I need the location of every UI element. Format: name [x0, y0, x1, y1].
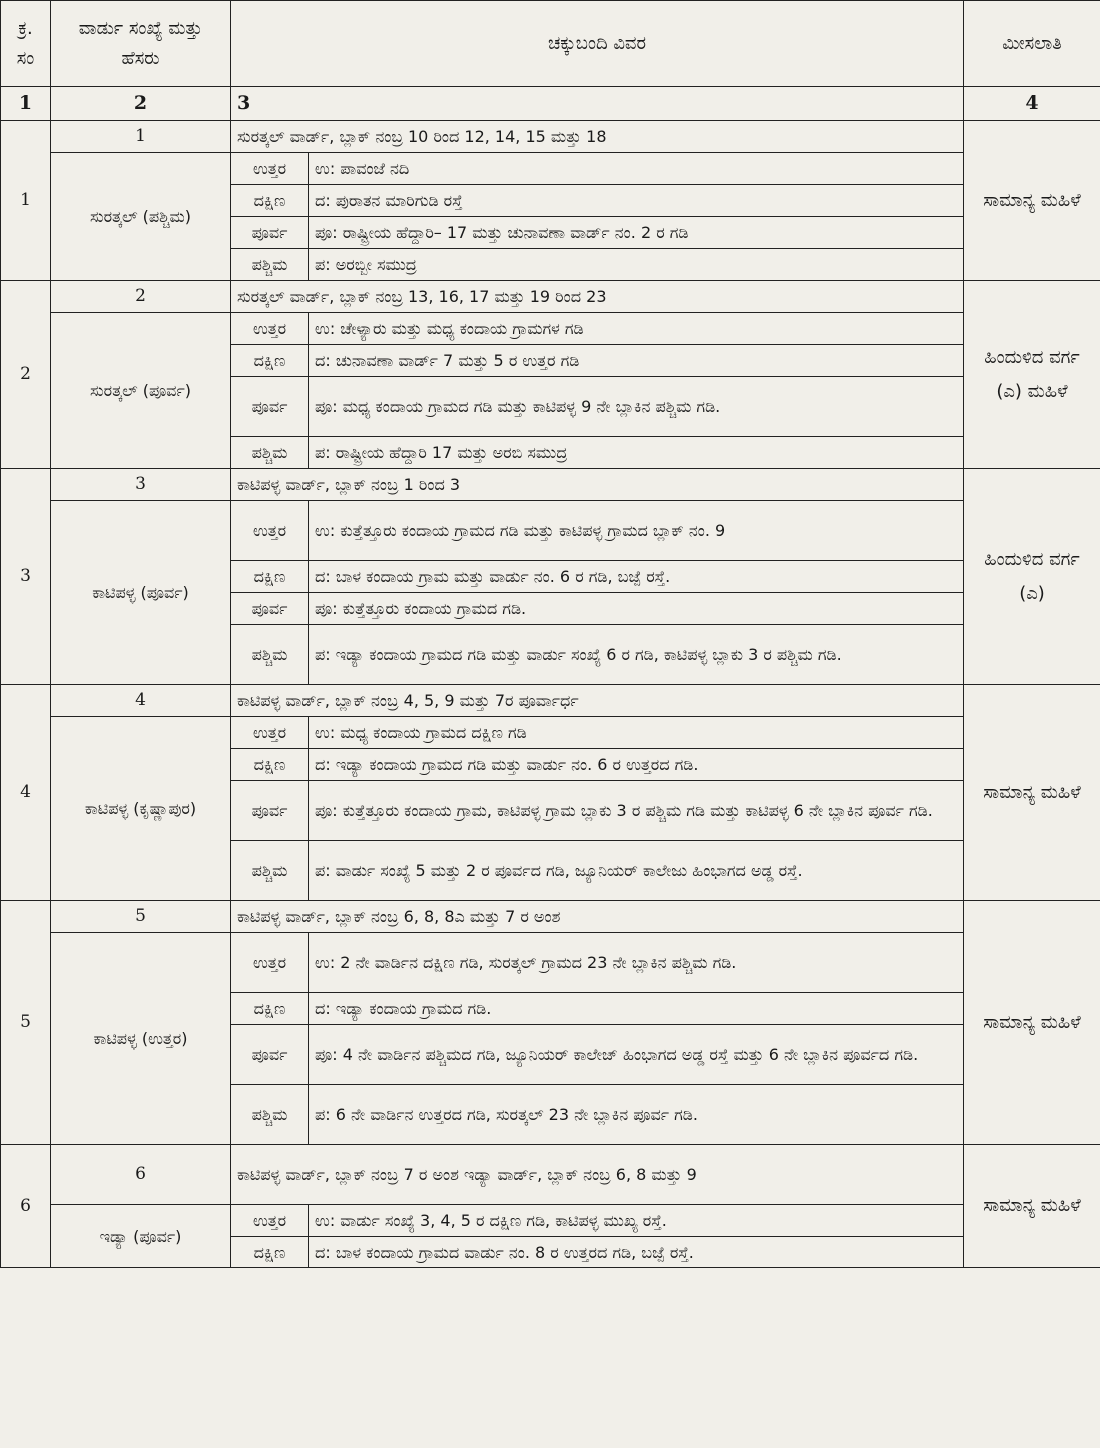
ward-number: 2 — [51, 281, 231, 313]
ward-serial: 3 — [1, 469, 51, 685]
boundary-description: ದ: ಪುರಾತನ ಮಾರಿಗುಡಿ ರಸ್ತೆ — [309, 185, 964, 217]
ward-name: ಕಾಟಿಪಳ್ಳ (ಪೂರ್ವ) — [51, 501, 231, 685]
ward-serial: 1 — [1, 121, 51, 281]
boundary-direction: ದಕ್ಷಿಣ — [231, 993, 309, 1025]
boundary-direction: ಪೂರ್ವ — [231, 1025, 309, 1085]
boundary-description: ಉ: ಕುತ್ತೆತ್ತೂರು ಕಂದಾಯ ಗ್ರಾಮದ ಗಡಿ ಮತ್ತು ಕಾಟಿಪಳ್ಳ ಗ್ರಾಮದ ಬ್ಲಾಕ್ ನಂ. 9 — [309, 501, 964, 561]
ward-serial: 6 — [1, 1145, 51, 1268]
ward-number: 3 — [51, 469, 231, 501]
ward-reservation: ಸಾಮಾನ್ಯ ಮಹಿಳೆ — [964, 1145, 1100, 1268]
boundary-description: ದ: ಇಡ್ಯಾ ಕಂದಾಯ ಗ್ರಾಮದ ಗಡಿ. — [309, 993, 964, 1025]
boundary-description: ಪ: ರಾಷ್ಟ್ರೀಯ ಹೆದ್ದಾರಿ 17 ಮತ್ತು ಅರಬಿ ಸಮುದ್ರ — [309, 437, 964, 469]
boundary-description: ಉ: 2 ನೇ ವಾರ್ಡಿನ ದಕ್ಷಿಣ ಗಡಿ, ಸುರತ್ಕಲ್ ಗ್ರಾಮದ 23 ನೇ ಬ್ಲಾಕಿನ ಪಶ್ಚಿಮ ಗಡಿ. — [309, 933, 964, 993]
ward-reservation: ಸಾಮಾನ್ಯ ಮಹಿಳೆ — [964, 121, 1100, 281]
boundary-description: ಪೂ: ಕುತ್ತೆತ್ತೂರು ಕಂದಾಯ ಗ್ರಾಮ, ಕಾಟಿಪಳ್ಳ ಗ್ರಾಮ ಬ್ಲಾಕು 3 ರ ಪಶ್ಚಿಮ ಗಡಿ ಮತ್ತು ಕಾಟಿಪಳ್ಳ 6 ನೇ ಬ್ಲಾಕಿನ ಪೂರ್ವ ಗಡಿ. — [309, 781, 964, 841]
ward-blocks: ಕಾಟಿಪಳ್ಳ ವಾರ್ಡ್, ಬ್ಲಾಕ್ ನಂಬ್ರ 6, 8, 8ಎ ಮತ್ತು 7 ರ ಅಂಶ — [231, 901, 964, 933]
ward-blocks: ಸುರತ್ಕಲ್ ವಾರ್ಡ್, ಬ್ಲಾಕ್ ನಂಬ್ರ 10 ರಿಂದ 12, 14, 15 ಮತ್ತು 18 — [231, 121, 964, 153]
ward-reservation: ಸಾಮಾನ್ಯ ಮಹಿಳೆ — [964, 685, 1100, 901]
boundary-direction: ಪಶ್ಚಿಮ — [231, 625, 309, 685]
boundary-direction: ಉತ್ತರ — [231, 1205, 309, 1237]
ward-serial: 5 — [1, 901, 51, 1145]
boundary-direction: ಉತ್ತರ — [231, 717, 309, 749]
ward-number: 1 — [51, 121, 231, 153]
ward-reservation: ಹಿಂದುಳಿದ ವರ್ಗ (ಎ) — [964, 469, 1100, 685]
boundary-direction: ಪೂರ್ವ — [231, 781, 309, 841]
boundary-direction: ದಕ್ಷಿಣ — [231, 749, 309, 781]
ward-row — [1, 281, 1100, 313]
ward-row — [1, 1145, 1100, 1205]
column-number-row — [1, 87, 1100, 121]
ward-blocks: ಕಾಟಿಪಳ್ಳ ವಾರ್ಡ್, ಬ್ಲಾಕ್ ನಂಬ್ರ 4, 5, 9 ಮತ್ತು 7ರ ಪೂರ್ವಾರ್ಧ — [231, 685, 964, 717]
boundary-description: ಪ: ಅರಬ್ಬೀ ಸಮುದ್ರ — [309, 249, 964, 281]
boundary-description: ದ: ಇಡ್ಯಾ ಕಂದಾಯ ಗ್ರಾಮದ ಗಡಿ ಮತ್ತು ವಾರ್ಡು ನಂ. 6 ರ ಉತ್ತರದ ಗಡಿ. — [309, 749, 964, 781]
header-boundary: ಚಕ್ಕುಬಂದಿ ವಿವರ — [231, 1, 964, 87]
header-reservation: ಮೀಸಲಾತಿ — [964, 1, 1100, 87]
boundary-row — [1, 1205, 1100, 1237]
boundary-row — [1, 717, 1100, 749]
header-serial: ಕ್ರ. ಸಂ — [1, 1, 51, 87]
boundary-direction: ಪಶ್ಚಿಮ — [231, 841, 309, 901]
boundary-description: ಪ: ಇಡ್ಯಾ ಕಂದಾಯ ಗ್ರಾಮದ ಗಡಿ ಮತ್ತು ವಾರ್ಡು ಸಂಖ್ಯೆ 6 ರ ಗಡಿ, ಕಾಟಿಪಳ್ಳ ಬ್ಲಾಕು 3 ರ ಪಶ್ಚಿಮ ಗಡಿ. — [309, 625, 964, 685]
ward-row — [1, 121, 1100, 153]
boundary-direction: ದಕ್ಷಿಣ — [231, 185, 309, 217]
ward-name: ಸುರತ್ಕಲ್ (ಪೂರ್ವ) — [51, 313, 231, 469]
ward-reservation: ಹಿಂದುಳಿದ ವರ್ಗ (ಎ) ಮಹಿಳೆ — [964, 281, 1100, 469]
ward-number: 4 — [51, 685, 231, 717]
ward-name: ಇಡ್ಯಾ (ಪೂರ್ವ) — [51, 1205, 231, 1268]
col-number-2: 2 — [51, 87, 231, 121]
col-number-1: 1 — [1, 87, 51, 121]
boundary-description: ದ: ಬಾಳ ಕಂದಾಯ ಗ್ರಾಮದ ವಾರ್ಡು ನಂ. 8 ರ ಉತ್ತರದ ಗಡಿ, ಬಜ್ಪೆ ರಸ್ತೆ. — [309, 1237, 964, 1268]
ward-row — [1, 901, 1100, 933]
boundary-description: ಪ: ವಾರ್ಡು ಸಂಖ್ಯೆ 5 ಮತ್ತು 2 ರ ಪೂರ್ವದ ಗಡಿ, ಜ್ಯೂನಿಯರ್ ಕಾಲೇಜು ಹಿಂಭಾಗದ ಅಡ್ಡ ರಸ್ತೆ. — [309, 841, 964, 901]
boundary-direction: ಉತ್ತರ — [231, 501, 309, 561]
boundary-row — [1, 501, 1100, 561]
boundary-description: ಉ: ಪಾವಂಜೆ ನದಿ — [309, 153, 964, 185]
boundary-direction: ಪಶ್ಚಿಮ — [231, 437, 309, 469]
boundary-direction: ದಕ್ಷಿಣ — [231, 1237, 309, 1268]
boundary-direction: ಪೂರ್ವ — [231, 377, 309, 437]
ward-reservation: ಸಾಮಾನ್ಯ ಮಹಿಳೆ — [964, 901, 1100, 1145]
boundary-description: ಪ: 6 ನೇ ವಾರ್ಡಿನ ಉತ್ತರದ ಗಡಿ, ಸುರತ್ಕಲ್ 23 ನೇ ಬ್ಲಾಕಿನ ಪೂರ್ವ ಗಡಿ. — [309, 1085, 964, 1145]
ward-name: ಕಾಟಿಪಳ್ಳ (ಉತ್ತರ) — [51, 933, 231, 1145]
boundary-direction: ಪೂರ್ವ — [231, 217, 309, 249]
boundary-description: ದ: ಚುನಾವಣಾ ವಾರ್ಡ್ 7 ಮತ್ತು 5 ರ ಉತ್ತರ ಗಡಿ — [309, 345, 964, 377]
boundary-direction: ದಕ್ಷಿಣ — [231, 345, 309, 377]
header-ward: ವಾರ್ಡು ಸಂಖ್ಯೆ ಮತ್ತು ಹೆಸರು — [51, 1, 231, 87]
boundary-description: ಪೂ: ರಾಷ್ಟ್ರೀಯ ಹೆದ್ದಾರಿ– 17 ಮತ್ತು ಚುನಾವಣಾ ವಾರ್ಡ್ ನಂ. 2 ರ ಗಡಿ — [309, 217, 964, 249]
boundary-direction: ಉತ್ತರ — [231, 153, 309, 185]
col-number-4: 4 — [964, 87, 1100, 121]
boundary-direction: ಪಶ್ಚಿಮ — [231, 1085, 309, 1145]
boundary-description: ಉ: ಮಧ್ಯ ಕಂದಾಯ ಗ್ರಾಮದ ದಕ್ಷಿಣ ಗಡಿ — [309, 717, 964, 749]
ward-row — [1, 469, 1100, 501]
ward-number: 5 — [51, 901, 231, 933]
header-row — [1, 1, 1100, 87]
boundary-description: ಪೂ: 4 ನೇ ವಾರ್ಡಿನ ಪಶ್ಚಿಮದ ಗಡಿ, ಜ್ಯೂನಿಯರ್ ಕಾಲೇಜ್ ಹಿಂಭಾಗದ ಅಡ್ಡ ರಸ್ತೆ ಮತ್ತು 6 ನೇ ಬ್ಲಾಕಿನ ಪೂರ್ವದ ಗಡಿ. — [309, 1025, 964, 1085]
boundary-direction: ಉತ್ತರ — [231, 933, 309, 993]
boundary-description: ಉ: ಚೇಳ್ಯಾರು ಮತ್ತು ಮಧ್ಯ ಕಂದಾಯ ಗ್ರಾಮಗಳ ಗಡಿ — [309, 313, 964, 345]
ward-blocks: ಕಾಟಿಪಳ್ಳ ವಾರ್ಡ್, ಬ್ಲಾಕ್ ನಂಬ್ರ 7 ರ ಅಂಶ ಇಡ್ಯಾ ವಾರ್ಡ್, ಬ್ಲಾಕ್ ನಂಬ್ರ 6, 8 ಮತ್ತು 9 — [231, 1145, 964, 1205]
boundary-direction: ದಕ್ಷಿಣ — [231, 561, 309, 593]
ward-name: ಸುರತ್ಕಲ್ (ಪಶ್ಚಿಮ) — [51, 153, 231, 281]
boundary-row — [1, 313, 1100, 345]
boundary-description: ಉ: ವಾರ್ಡು ಸಂಖ್ಯೆ 3, 4, 5 ರ ದಕ್ಷಿಣ ಗಡಿ, ಕಾಟಿಪಳ್ಳ ಮುಖ್ಯ ರಸ್ತೆ. — [309, 1205, 964, 1237]
ward-blocks: ಸುರತ್ಕಲ್ ವಾರ್ಡ್, ಬ್ಲಾಕ್ ನಂಬ್ರ 13, 16, 17 ಮತ್ತು 19 ರಿಂದ 23 — [231, 281, 964, 313]
boundary-direction: ಪಶ್ಚಿಮ — [231, 249, 309, 281]
boundary-direction: ಪೂರ್ವ — [231, 593, 309, 625]
ward-serial: 4 — [1, 685, 51, 901]
boundary-direction: ಉತ್ತರ — [231, 313, 309, 345]
boundary-row — [1, 933, 1100, 993]
ward-number: 6 — [51, 1145, 231, 1205]
boundary-row — [1, 153, 1100, 185]
ward-serial: 2 — [1, 281, 51, 469]
ward-row — [1, 685, 1100, 717]
boundary-description: ದ: ಬಾಳ ಕಂದಾಯ ಗ್ರಾಮ ಮತ್ತು ವಾರ್ಡು ನಂ. 6 ರ ಗಡಿ, ಬಜ್ಪೆ ರಸ್ತೆ. — [309, 561, 964, 593]
boundary-description: ಪೂ: ಮಧ್ಯ ಕಂದಾಯ ಗ್ರಾಮದ ಗಡಿ ಮತ್ತು ಕಾಟಿಪಳ್ಳ 9 ನೇ ಬ್ಲಾಕಿನ ಪಶ್ಚಿಮ ಗಡಿ. — [309, 377, 964, 437]
ward-name: ಕಾಟಿಪಳ್ಳ (ಕೃಷ್ಣಾಪುರ) — [51, 717, 231, 901]
col-number-3: 3 — [231, 87, 964, 121]
ward-blocks: ಕಾಟಿಪಳ್ಳ ವಾರ್ಡ್, ಬ್ಲಾಕ್ ನಂಬ್ರ 1 ರಿಂದ 3 — [231, 469, 964, 501]
boundary-description: ಪೂ: ಕುತ್ತೆತ್ತೂರು ಕಂದಾಯ ಗ್ರಾಮದ ಗಡಿ. — [309, 593, 964, 625]
